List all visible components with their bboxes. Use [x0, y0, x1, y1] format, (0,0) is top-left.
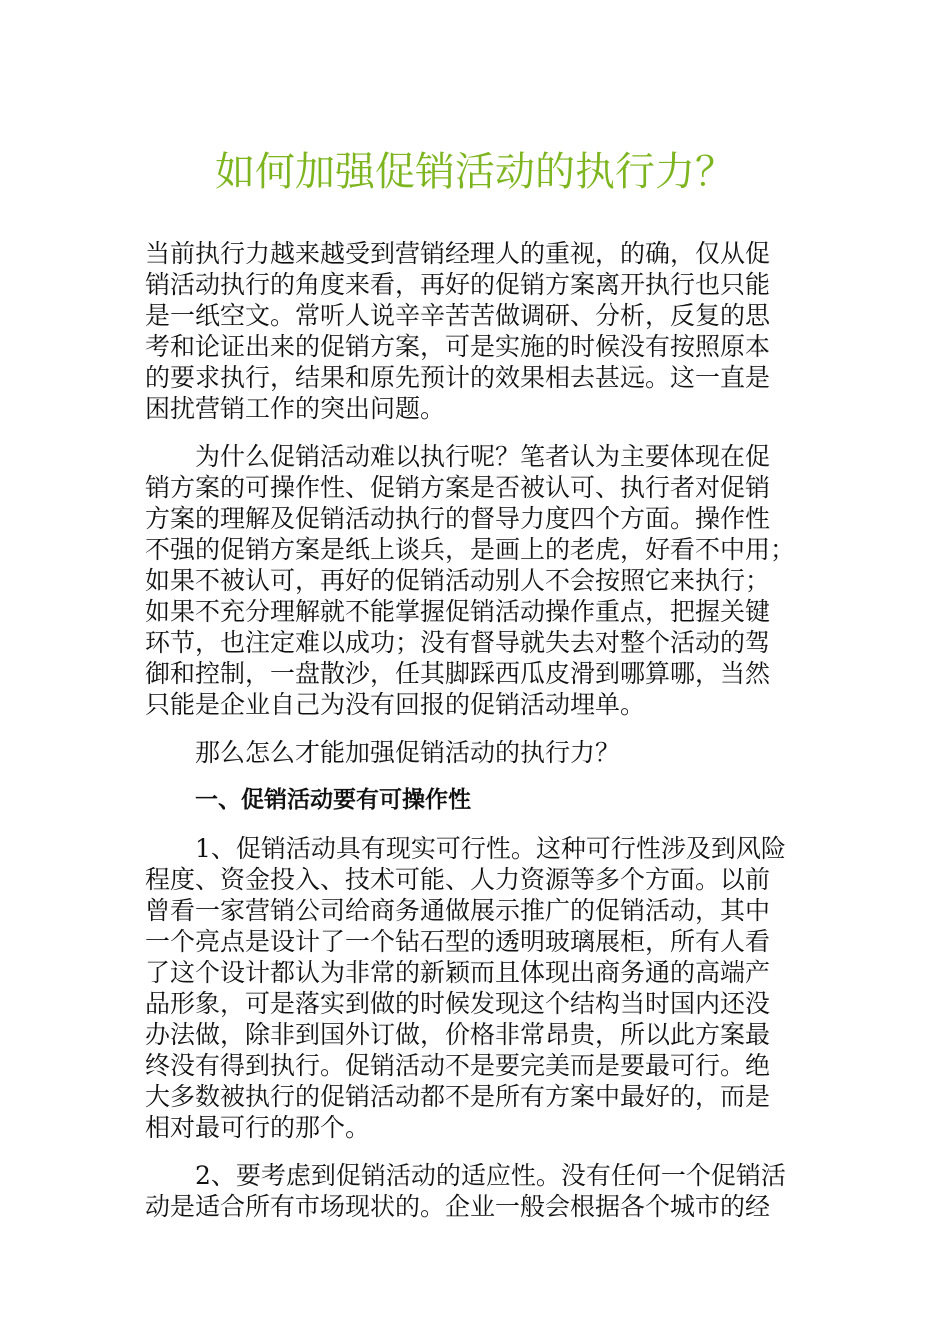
text-line: 了这个设计都认为非常的新颖而且体现出商务通的高端产	[145, 958, 771, 987]
paragraph-2	[145, 441, 800, 720]
text-line: 曾看一家营销公司给商务通做展示推广的促销活动，其中	[145, 896, 771, 925]
text-line: 销活动执行的角度来看，再好的促销方案离开执行也只能	[145, 270, 771, 299]
text-line: 大多数被执行的促销活动都不是所有方案中最好的，而是	[145, 1082, 771, 1111]
text-line: 考和论证出来的促销方案，可是实施的时候没有按照原本	[145, 332, 771, 361]
text-line: 1、促销活动具有现实可行性。这种可行性涉及到风险	[195, 834, 786, 863]
text-line: 环节，也注定难以成功；没有督导就失去对整个活动的驾	[145, 628, 771, 657]
text-line: 御和控制，一盘散沙，任其脚踩西瓜皮滑到哪算哪，当然	[145, 659, 771, 688]
text-line: 终没有得到执行。促销活动不是要完美而是要最可行。绝	[145, 1051, 771, 1080]
text-line: 的要求执行，结果和原先预计的效果相去甚远。这一直是	[145, 363, 771, 392]
text-line: 当前执行力越来越受到营销经理人的重视，的确，仅从促	[145, 239, 771, 268]
text-line: 是一纸空文。常听人说辛辛苦苦做调研、分析，反复的思	[145, 301, 771, 330]
text-line: 相对最可行的那个。	[145, 1113, 371, 1142]
text-line: 困扰营销工作的突出问题。	[145, 394, 446, 423]
text-line: 一个亮点是设计了一个钻石型的透明玻璃展柜，所有人看	[145, 927, 771, 956]
text-line: 如果不被认可，再好的促销活动别人不会按照它来执行；	[145, 566, 771, 595]
document-title: 如何加强促销活动的执行力？	[215, 149, 735, 195]
text-line: 动是适合所有市场现状的。企业一般会根据各个城市的经	[145, 1192, 771, 1221]
paragraph-1	[145, 238, 800, 424]
text-line: 品形象，可是落实到做的时候发现这个结构当时国内还没	[145, 989, 771, 1018]
paragraph-3	[145, 737, 800, 768]
heading-text: 一、促销活动要有可操作性	[195, 787, 471, 813]
text-line: 那么怎么才能加强促销活动的执行力？	[195, 738, 621, 767]
text-line: 办法做，除非到国外订做，价格非常昂贵，所以此方案最	[145, 1020, 771, 1049]
text-line: 2、要考虑到促销活动的适应性。没有任何一个促销活	[195, 1161, 786, 1190]
paragraph-4	[145, 833, 800, 1143]
text-line: 不强的促销方案是纸上谈兵，是画上的老虎，好看不中用；	[145, 535, 796, 564]
paragraph-5	[145, 1160, 800, 1222]
section-heading	[145, 785, 800, 816]
text-line: 为什么促销活动难以执行呢？笔者认为主要体现在促	[195, 442, 771, 471]
document-body	[145, 238, 800, 1239]
text-line: 销方案的可操作性、促销方案是否被认可、执行者对促销	[145, 473, 771, 502]
text-line: 方案的理解及促销活动执行的督导力度四个方面。操作性	[145, 504, 771, 533]
text-line: 只能是企业自己为没有回报的促销活动埋单。	[145, 690, 646, 719]
text-line: 如果不充分理解就不能掌握促销活动操作重点，把握关键	[145, 597, 771, 626]
text-line: 程度、资金投入、技术可能、人力资源等多个方面。以前	[145, 865, 771, 894]
